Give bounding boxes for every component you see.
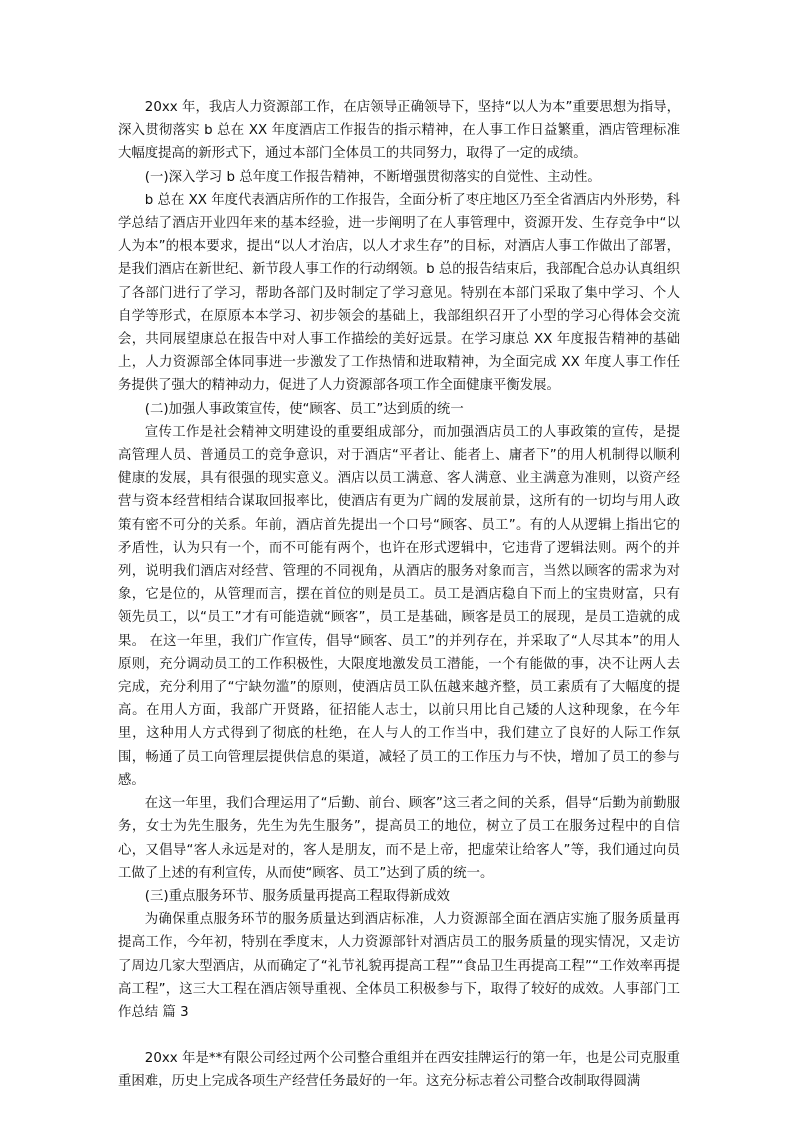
- document-page: [118, 96, 680, 1094]
- paragraph-intro: 20xx 年，我店人力资源部工作，在店领导正确领导下，坚持“以人为本”重要思想为指导，深入贯彻落实 b 总在 XX 年度酒店工作报告的指示精神，在人事工作日益繁重，酒店管理标准大幅度提高的新形式下，通过本部门全体员工的共同努力，取得了一定的成绩。: [118, 100, 680, 162]
- paragraph-gap: [118, 1024, 680, 1047]
- paragraph-quality: 为确保重点服务环节的服务质量达到酒店标准，人力资源部全面在酒店实施了服务质量再提高工作，今年初，特别在季度末，人力资源部针对酒店员工的服务质量的现实情况，又走访了周边几家大型酒店，从而确定了“礼节礼貌再提高工程”“食品卫生再提高工程”“工作效率再提高工程”，这三大工程在酒店领导重视、全体员工积极参与下，取得了较好的成效。人事部门工作总结 篇 3: [118, 912, 680, 1020]
- section-heading-3: (三)重点服务环节、服务质量再提高工程取得新成效: [144, 888, 450, 904]
- paragraph-study: b 总在 XX 年度代表酒店所作的工作报告，全面分析了枣庄地区乃至全省酒店内外形势，科学总结了酒店开业四年来的基本经验，进一步阐明了在人事管理中，资源开发、生存竞争中“以人为本”的根本要求，提出“以人才治店，以人才求生存”的目标，对酒店人事工作做出了部署，是我们酒店在新世纪、新节段人事工作的行动纲领。b 总的报告结束后，我部配合总办认真组织了各部门进行了学习，帮助各部门及时制定了学习意见。特别在本部门采取了集中学习、个人自学等形式，在原原本本学习、初步领会的基础上，我部组织召开了小型的学习心得体会交流会，共同展望康总在报告中对人事工作描绘的美好远景。在学习康总 XX 年度报告精神的基础上，人力资源部全体同事进一步激发了工作热情和进取精神，为全面完成 XX 年度人事工作任务提供了强大的精神动力，促进了人力资源部各项工作全面健康平衡发展。: [118, 192, 680, 394]
- section-heading-1: (一)深入学习 b 总年度工作报告精神，不断增强贯彻落实的自觉性、主动性。: [144, 169, 601, 185]
- paragraph-relationship: 在这一年里，我们合理运用了“后勤、前台、顾客”这三者之间的关系，倡导“后勤为前勤服务，女士为先生服务，先生为先生服务”，提高员工的地位，树立了员工在服务过程中的自信心，又倡导“客人永远是对的，客人是朋友，而不是上帝，把虚荣让给客人”等，我们通过向员工做了上述的有利宣传，从而使“顾客、员工”达到了质的统一。: [118, 796, 680, 881]
- paragraph-publicity: 宣传工作是社会精神文明建设的重要组成部分，而加强酒店员工的人事政策的宣传，是提高管理人员、普通员工的竞争意识，对于酒店“平者让、能者上、庸者下”的用人机制得以顺利健康的发展，具有很强的现实意义。酒店以员工满意、客人满意、业主满意为准则，以资产经营与资本经营相结合谋取回报率比，使酒店有更为广阔的发展前景，这所有的一切均与用人政策有密不可分的关系。年前，酒店首先提出一个口号“顾客、员工”。有的人从逻辑上指出它的矛盾性，认为只有一个，而不可能有两个，也许在形式逻辑中，它违背了逻辑法则。两个的并列，说明我们酒店对经营、管理的不同视角，从酒店的服务对象而言，当然以顾客的需求为对象，它是位的，从管理而言，摆在首位的则是员工。员工是酒店稳自下而上的宝贵财富，只有领先员工，以“员工”才有可能造就“顾客”，员工是基础，顾客是员工的展现，是员工造就的成果。 在这一年里，我们广作宣传，倡导“顾客、员工”的并列存在，并采取了“人尽其本”的用人原则，充分调动员工的工作积极性，大限度地激发员工潜能，一个有能做的事，决不让两人去完成，充分利用了“宁缺勿滥”的原则，使酒店员工队伍越来越齐整，员工素质有了大幅度的提高。在用人方面，我部广开贤路，征招能人志士，以前只用比自己矮的人这种现象，在今年里，这种用人方式得到了彻底的杜绝，在人与人的工作当中，我们建立了良好的人际工作氛围，畅通了员工向管理层提供信息的渠道，减轻了员工的工作压力与不快，增加了员工的参与感。: [118, 424, 680, 788]
- paragraph-next-article: 20xx 年是**有限公司经过两个公司整合重组并在西安挂牌运行的第一年，也是公司克服重重困难，历史上完成各项生产经营任务最好的一年。这充分标志着公司整合改制取得圆满: [118, 1051, 680, 1090]
- section-heading-2: (二)加强人事政策宣传，使“顾客、员工”达到质的统一: [144, 401, 464, 417]
